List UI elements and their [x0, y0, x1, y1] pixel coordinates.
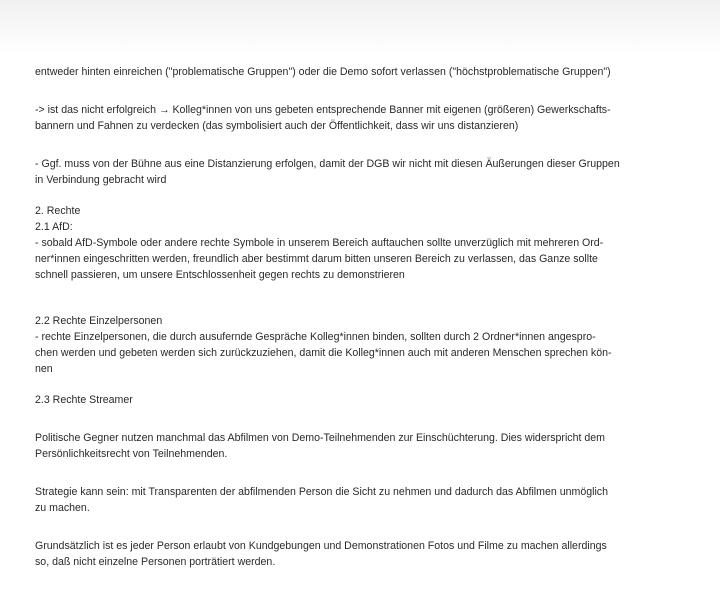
- paragraph-political-opponents: Politische Gegner nutzen manchmal das Abfilmen von Demo-Teilnehmenden zur Einschüchterung. Dies widerspricht dem Persönlichkeitsrecht von Teilnehmenden.: [35, 432, 605, 460]
- paragraph-right-individuals: - rechte Einzelpersonen, die durch ausufernde Gespräche Kolleg*innen binden, sollten durch 2 Ordner*innen angespro- chen werden und gebeten werden sich zurückzuziehen, damit die Kolleg*innen auch mit anderen Menschen sprechen kön- nen: [35, 331, 612, 375]
- paragraph-photo-rule: Grundsätzlich ist es jeder Person erlaubt von Kundgebungen und Demonstrationen Fotos und Filme zu machen allerdings so, daß nicht einzelne Personen porträtiert werden.: [35, 540, 607, 568]
- paragraph-afd-symbols: - sobald AfD-Symbole oder andere rechte Symbole in unserem Bereich auftauchen sollte unverzüglich mit mehreren Ord- ner*innen eingeschritten werden, freundlich aber bestimmt darum bitten unseren Bereich zu verlassen, das Ganze sollte schnell passieren, um unsere Entschlossenheit gegen rechts zu demonstrieren: [35, 237, 604, 281]
- heading-section-2: 2. Rechte: [35, 205, 81, 217]
- document-body: [35, 64, 695, 570]
- heading-section-2-2: 2.2 Rechte Einzelpersonen: [35, 315, 163, 327]
- paragraph-banner-cover: -> ist das nicht erfolgreich → Kolleg*innen von uns gebeten entsprechende Banner mit eigenen (größeren) Gewerkschafts- bannern und Fahnen zu verdecken (das symbolisiert auch der Öffentlichkeit, dass wir uns distanzieren): [35, 104, 611, 132]
- paragraph-groups-exit: entweder hinten einreichen ("problematische Gruppen") oder die Demo sofort verlassen ("höchstproblematische Gruppen"): [35, 66, 611, 78]
- top-fade-strip: [0, 0, 720, 54]
- paragraph-stage-distancing: - Ggf. muss von der Bühne aus eine Distanzierung erfolgen, damit der DGB wir nicht mit diesen Äußerungen dieser Gruppen in Verbindung gebracht wird: [35, 158, 620, 186]
- heading-section-2-3: 2.3 Rechte Streamer: [35, 394, 133, 406]
- paragraph-strategy: Strategie kann sein: mit Transparenten der abfilmenden Person die Sicht zu nehmen und dadurch das Abfilmen unmöglich zu machen.: [35, 486, 608, 514]
- heading-section-2-1: 2.1 AfD:: [35, 221, 73, 233]
